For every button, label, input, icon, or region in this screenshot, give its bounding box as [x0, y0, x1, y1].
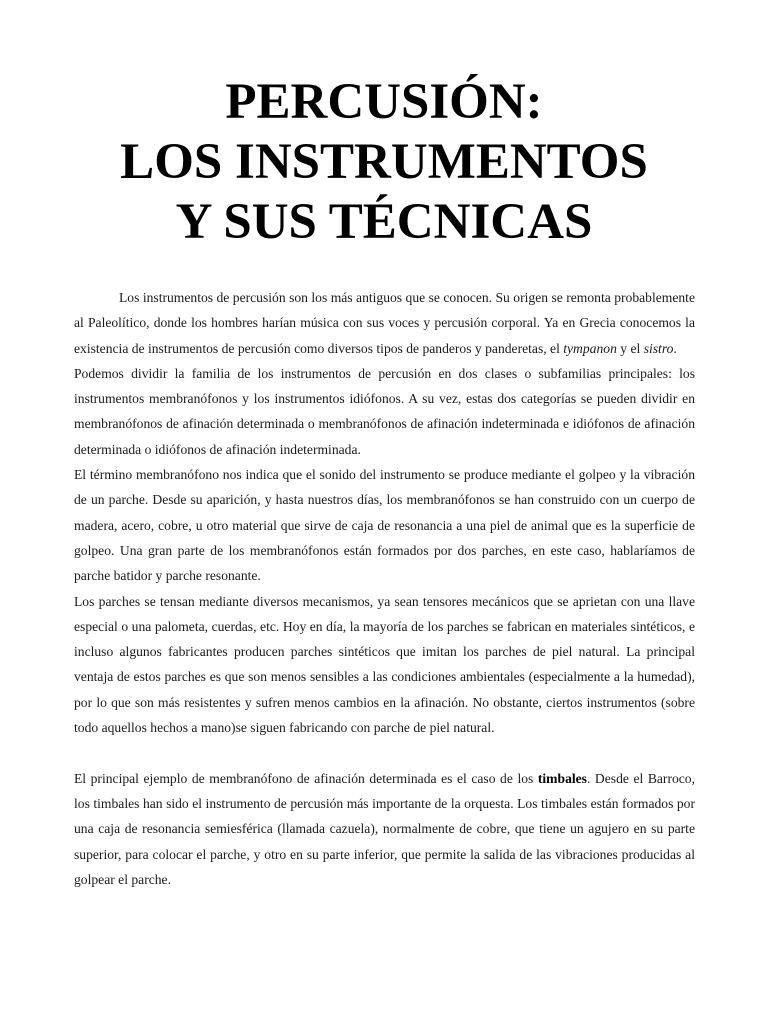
document-body — [74, 285, 695, 892]
paragraph-intro — [74, 285, 695, 361]
document-title — [0, 72, 768, 252]
paragraph-intro-text-c: . — [673, 340, 677, 356]
paragraph-intro-text-b: y el — [616, 340, 644, 356]
term-sistro: sistro — [643, 340, 674, 356]
title-line-3: Y SUS TÉCNICAS — [175, 194, 593, 250]
paragraph-parches: Los parches se tensan mediante diversos mecanismos, ya sean tensores mecánicos que se aprietan con una llave especial o una palometa, cuerdas, etc. Hoy en día, la mayoría de los parches se fabrican en materiales sintéticos, e incluso algunos fabricantes producen parches sintéticos que imitan los parches de piel natural. La principal ventaja de estos parches es que son menos sensibles a las condiciones ambientales (especialmente a la humedad), por lo que son más resistentes y sufren menos cambios en la afinación. No obstante, ciertos instrumentos (sobre todo aquellos hechos a mano)se siguen fabricando con parche de piel natural. — [74, 593, 695, 736]
paragraph-timbales-text-a: El principal ejemplo de membranófono de afinación determinada es el caso de los — [74, 770, 538, 786]
paragraph-intro-text-a: Los instrumentos de percusión son los más antiguos que se conocen. Su origen se remonta probablemente al Paleolítico, donde los hombres harían música con sus voces y percusión corporal. Ya en Grecia conocemos la existencia de instrumentos de percusión como diversos tipos de panderos y panderetas, el — [74, 290, 695, 356]
paragraph-membranophone: El término membranófono nos indica que el sonido del instrumento se produce mediante el golpeo y la vibración de un parche. Desde su aparición, y hasta nuestros días, los membranófonos se han construido con un cuerpo de madera, acero, cobre, u otro material que sirve de caja de resonancia a una piel de animal que es la superficie de golpeo. Una gran parte de los membranófonos están formados por dos parches, en este caso, hablaríamos de parche batidor y parche resonante. — [74, 467, 695, 584]
paragraph-classification: Podemos dividir la familia de los instrumentos de percusión en dos clases o subfamilias principales: los instrumentos membranófonos y los instrumentos idiófonos. A su vez, estas dos categorías se pueden dividir en membranófonos de afinación determinada o membranófonos de afinación indeterminada e idiófonos de afinación determinada o idiófonos de afinación indeterminada. — [74, 365, 695, 457]
title-line-1: PERCUSIÓN: — [225, 74, 543, 130]
title-line-2: LOS INSTRUMENTOS — [120, 134, 648, 190]
term-timbales: timbales — [537, 770, 587, 786]
term-tympanon: tympanon — [563, 340, 617, 356]
paragraph-timbales-text-b: . Desde el Barroco, los timbales han sido el instrumento de percusión más importante de la orquesta. Los timbales están formados por una caja de resonancia semiesférica (llamada cazuela), normalmente de cobre, que tiene un agujero en su parte superior, para colocar el parche, y otro en su parte inferior, que permite la salida de las vibraciones producidas al golpear el parche. — [74, 770, 695, 887]
paragraph-timbales — [74, 766, 695, 892]
